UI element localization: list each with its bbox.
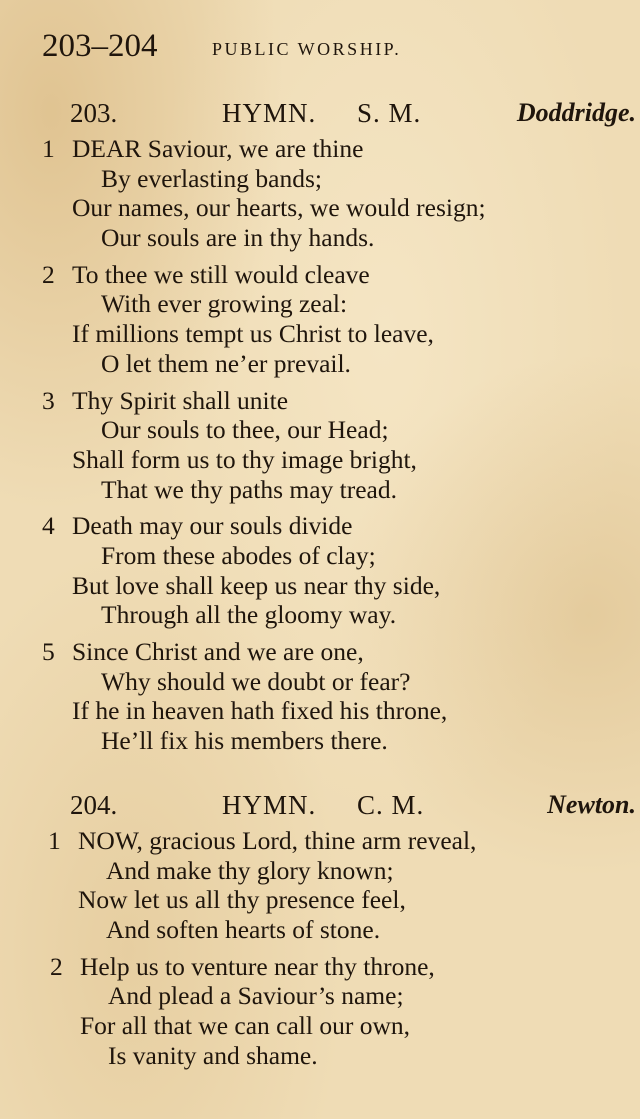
stanza [0, 511, 640, 630]
stanza [0, 386, 640, 505]
verse-number: 1 [42, 134, 55, 163]
stanza [0, 826, 640, 945]
verse-number: 4 [42, 511, 55, 541]
verse-line: Is vanity and shame. [108, 1040, 318, 1070]
verse-line: Why should we doubt or fear? [101, 666, 411, 696]
verse-line: Through all the gloomy way. [101, 600, 397, 630]
running-title: PUBLIC WORSHIP. [212, 39, 402, 59]
verse-line: Our souls to thee, our Head; [101, 415, 389, 445]
verse-line: Our souls are in thy hands. [101, 223, 375, 253]
hymn-title: HYMN. [222, 98, 317, 128]
hymn-author: Newton. [547, 790, 636, 819]
verse-line: With ever growing zeal: [101, 289, 348, 319]
verse-line: He’ll fix his members there. [101, 726, 388, 756]
verse-line: If millions tempt us Christ to leave, [72, 319, 434, 349]
verse-line: But love shall keep us near thy side, [72, 570, 441, 600]
hymn-number: 203. [70, 98, 118, 128]
verse-line: That we thy paths may tread. [101, 474, 397, 504]
verse-line: Now let us all thy presence feel, [78, 885, 406, 915]
verse-line: DEAR Saviour, we are thine [72, 134, 364, 163]
verse-line: Death may our souls divide [72, 511, 353, 541]
verse-number: 5 [42, 637, 55, 666]
verse-line: Shall form us to thy image bright, [72, 444, 417, 474]
stanza [0, 260, 640, 379]
hymn-title: HYMN. [222, 790, 317, 820]
hymn-heading [0, 98, 640, 134]
verse-number: 2 [42, 259, 55, 289]
verse-line: Help us to venture near thy throne, [80, 951, 435, 981]
verse-number: 3 [42, 385, 55, 415]
hymn-meter: C. M. [357, 790, 425, 820]
stanza [0, 637, 640, 756]
hymn-author: Doddridge. [516, 98, 636, 127]
verse-line: Our names, our hearts, we would resign; [72, 193, 486, 223]
hymn-number: 204. [70, 790, 118, 820]
verse-line: To thee we still would cleave [72, 259, 370, 289]
verse-line: Thy Spirit shall unite [72, 385, 289, 415]
verse-line: Since Christ and we are one, [72, 637, 364, 666]
page-header [42, 28, 612, 68]
verse-line: O let them ne’er prevail. [101, 348, 351, 378]
hymn-heading [0, 790, 640, 826]
verse-line: NOW, gracious Lord, thine arm reveal, [78, 826, 477, 855]
verse-line: And plead a Saviour’s name; [108, 981, 404, 1011]
verse-line: From these abodes of clay; [101, 540, 376, 570]
verse-number: 1 [48, 826, 61, 855]
verse-line: For all that we can call our own, [80, 1011, 410, 1041]
stanza [0, 134, 640, 253]
verse-line: If he in heaven hath fixed his throne, [72, 696, 448, 726]
hymn-204 [0, 790, 640, 1071]
verse-number: 2 [50, 951, 63, 981]
verse-line: By everlasting bands; [101, 163, 322, 193]
hymn-203 [0, 98, 640, 756]
verse-line: And soften hearts of stone. [106, 915, 381, 945]
hymn-meter: S. M. [357, 98, 422, 128]
page-numbers: 203–204 [42, 28, 158, 64]
verse-line: And make thy glory known; [106, 855, 394, 885]
stanza [0, 952, 640, 1071]
